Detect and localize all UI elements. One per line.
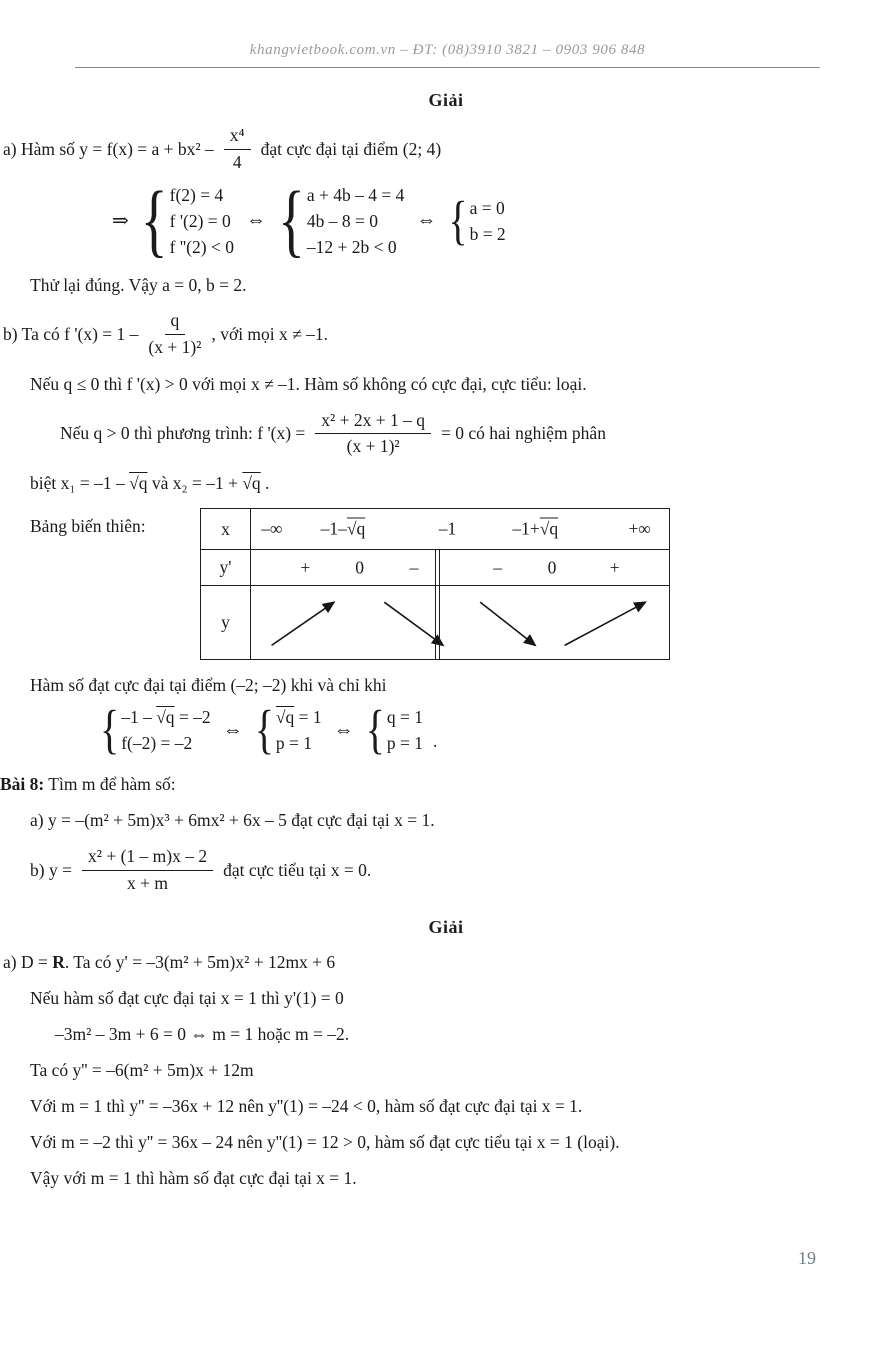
left-brace: { bbox=[365, 699, 385, 760]
fraction-denominator: (x + 1)² bbox=[148, 336, 202, 357]
real-set-symbol: R bbox=[52, 952, 65, 972]
sign: – bbox=[409, 557, 419, 578]
sqrt-q: √q bbox=[129, 473, 148, 494]
max-point-condition: Hàm số đạt cực đại tại điểm (–2; –2) khi và chỉ khi bbox=[30, 675, 387, 696]
part-b-text-pre: b) Ta có f '(x) = 1 – bbox=[3, 323, 139, 344]
table-row-x bbox=[201, 509, 669, 549]
exercise-8-heading bbox=[0, 774, 892, 795]
publisher-header-text: khangvietbook.com.vn – ĐT: (08)3910 3821 – 0903 906 848 bbox=[249, 42, 646, 58]
fraction-q-over-x1sq bbox=[148, 310, 201, 359]
left-brace: { bbox=[254, 699, 274, 760]
implies-symbol: ⇒ bbox=[112, 210, 129, 233]
cases-lines bbox=[307, 182, 405, 260]
case-q-positive-pre: Nếu q > 0 thì phương trình: f '(x) = bbox=[60, 423, 306, 444]
x-value bbox=[512, 519, 558, 540]
fraction-denominator: x + m bbox=[127, 873, 169, 894]
x-value: –1 bbox=[438, 518, 457, 539]
cases-lines bbox=[276, 704, 322, 756]
case-line: p = 1 bbox=[275, 733, 313, 754]
case-text: –1 – bbox=[121, 707, 157, 728]
page-header bbox=[75, 42, 820, 68]
x-value: +∞ bbox=[628, 518, 651, 539]
sol2-line-4: Ta có y'' = –6(m² + 5m)x + 12m bbox=[30, 1060, 254, 1080]
case-line: q = 1 bbox=[386, 707, 423, 728]
part-a-text-post: đạt cực đại tại điểm (2; 4) bbox=[260, 138, 442, 159]
row-y-arrows bbox=[251, 586, 669, 659]
case-line bbox=[276, 704, 322, 730]
item-b-post: đạt cực tiểu tại x = 0. bbox=[223, 860, 372, 881]
part-a-text-pre: a) Hàm số y = f(x) = a + bx² – bbox=[3, 138, 214, 159]
part-b-text-post: , với mọi x ≠ –1. bbox=[211, 323, 329, 344]
sign: 0 bbox=[355, 557, 365, 578]
sol2-line-6: Với m = –2 thì y'' = 36x – 24 nên y''(1) = 12 > 0, hàm số đạt cực tiểu tại x = 1 (loại). bbox=[30, 1132, 620, 1152]
sqrt-q: √q bbox=[242, 473, 261, 494]
left-brace: { bbox=[277, 175, 305, 266]
case-line: 4b – 8 = 0 bbox=[306, 210, 378, 231]
variation-table-caption: Bảng biến thiên: bbox=[30, 516, 146, 537]
case-line: f(2) = 4 bbox=[169, 184, 224, 205]
row-x-header: x bbox=[201, 509, 251, 549]
row-y-prime-signs bbox=[251, 550, 669, 585]
exercise-8-item-a: a) y = –(m² + 5m)x³ + 6mx² + 6x – 5 đạt cực đại tại x = 1. bbox=[30, 810, 435, 831]
left-brace: { bbox=[140, 175, 168, 266]
x-value bbox=[321, 519, 366, 540]
cases-result bbox=[448, 189, 506, 251]
sign: + bbox=[609, 557, 620, 578]
left-brace: { bbox=[448, 189, 468, 251]
variation-table-block bbox=[30, 508, 892, 660]
cases-lines bbox=[387, 704, 423, 756]
x-value-text: –1+ bbox=[512, 518, 540, 539]
increase-arrow-icon bbox=[268, 594, 339, 652]
cases-conditions bbox=[140, 175, 234, 266]
row-y-prime-header: y' bbox=[201, 550, 251, 585]
cases-lines bbox=[170, 182, 234, 260]
cases-mid bbox=[254, 699, 322, 760]
exercise-8-label: Bài 8: bbox=[0, 774, 45, 795]
case-text: = –2 bbox=[174, 707, 211, 728]
sol2-line-5: Với m = 1 thì y'' = –36x + 12 nên y''(1) = –24 < 0, hàm số đạt cực đại tại x = 1. bbox=[30, 1096, 583, 1116]
cases-result bbox=[365, 699, 423, 760]
sol2-line1-post: . Ta có y' = –3(m² + 5m)x² + 12mx + 6 bbox=[64, 952, 336, 972]
iff-symbol: ⇔ bbox=[416, 209, 437, 232]
iff-symbol: ⇔ bbox=[333, 718, 354, 741]
fraction-numerator: x² + 2x + 1 – q bbox=[315, 410, 431, 435]
fraction-quadratic bbox=[315, 410, 431, 459]
cases-lines bbox=[470, 195, 506, 247]
exercise-8-item-b bbox=[30, 846, 892, 895]
row-y-header: y bbox=[201, 586, 251, 659]
fraction-denominator: 4 bbox=[232, 151, 242, 172]
row-x-values bbox=[251, 509, 669, 549]
sign: – bbox=[493, 557, 502, 578]
sentence-period: . bbox=[432, 731, 438, 752]
cases-conditions bbox=[100, 699, 211, 760]
case-line: p = 1 bbox=[386, 733, 423, 754]
case-q-positive bbox=[60, 410, 892, 459]
sol2-line-7: Vậy với m = 1 thì hàm số đạt cực đại tại x = 1. bbox=[30, 1168, 357, 1188]
sol2-line-1 bbox=[3, 952, 892, 973]
case-line: f '(2) = 0 bbox=[169, 210, 231, 231]
sqrt-q: √q bbox=[156, 707, 175, 728]
solution-heading-1: Giải bbox=[428, 90, 464, 110]
fraction-numerator: x⁴ bbox=[224, 125, 251, 150]
cases-lines bbox=[121, 704, 210, 756]
case-line: f(–2) = –2 bbox=[121, 733, 193, 754]
exercise-8-intro: Tìm m để hàm số: bbox=[44, 774, 176, 795]
sqrt-q: √q bbox=[539, 518, 559, 539]
case-line: f ''(2) < 0 bbox=[169, 236, 234, 257]
fraction-rational bbox=[82, 846, 213, 895]
sol2-line-2: Nếu hàm số đạt cực đại tại x = 1 thì y'(1) = 0 bbox=[30, 988, 344, 1008]
left-brace: { bbox=[100, 699, 120, 760]
roots-mid: và x₂ = –1 + bbox=[147, 473, 243, 494]
system-derivation-2 bbox=[100, 699, 892, 760]
fraction-numerator: x² + (1 – m)x – 2 bbox=[82, 846, 213, 871]
case-line: a + 4b – 4 = 4 bbox=[306, 184, 405, 205]
verification-line: Thử lại đúng. Vậy a = 0, b = 2. bbox=[30, 274, 247, 295]
decrease-arrow-icon bbox=[477, 594, 540, 652]
sol2-line1-pre: a) D = bbox=[3, 952, 53, 972]
part-a-statement bbox=[3, 125, 892, 174]
x-value: –∞ bbox=[261, 518, 283, 539]
roots-pre: biệt x₁ = –1 – bbox=[30, 473, 130, 494]
case-line: –12 + 2b < 0 bbox=[306, 236, 397, 257]
system-derivation-1 bbox=[110, 175, 892, 266]
case-text: = 1 bbox=[294, 707, 322, 728]
iff-symbol: ⇔ bbox=[222, 718, 243, 741]
roots-post: . bbox=[260, 473, 270, 494]
item-b-pre: b) y = bbox=[30, 860, 72, 881]
fraction-denominator: (x + 1)² bbox=[346, 436, 400, 457]
case-line: b = 2 bbox=[469, 223, 506, 244]
iff-symbol: ⇔ bbox=[245, 209, 266, 232]
sol2-line-3: –3m² – 3m + 6 = 0 ⇔ m = 1 hoặc m = –2. bbox=[55, 1024, 350, 1044]
sign: + bbox=[300, 557, 311, 578]
roots-line bbox=[30, 473, 892, 494]
case-q-nonpositive: Nếu q ≤ 0 thì f '(x) > 0 với mọi x ≠ –1. Hàm số không có cực đại, cực tiểu: loại. bbox=[30, 373, 587, 394]
page-number: 19 bbox=[798, 1248, 816, 1268]
cases-expanded bbox=[277, 175, 405, 266]
case-q-positive-post: = 0 có hai nghiệm phân bbox=[441, 423, 606, 444]
increase-arrow-icon bbox=[560, 594, 652, 652]
case-line bbox=[121, 704, 210, 730]
sqrt-q: √q bbox=[346, 518, 366, 539]
part-b-statement bbox=[3, 310, 892, 359]
fraction-x4-over-4 bbox=[224, 125, 251, 174]
solution-heading-2: Giải bbox=[428, 917, 464, 937]
discontinuity-double-line bbox=[435, 549, 440, 659]
sign: 0 bbox=[547, 557, 557, 578]
x-value-text: –1– bbox=[320, 518, 347, 539]
variation-table bbox=[200, 508, 670, 660]
fraction-numerator: q bbox=[165, 310, 186, 335]
sqrt-q: √q bbox=[275, 707, 295, 728]
case-line: a = 0 bbox=[469, 197, 505, 218]
